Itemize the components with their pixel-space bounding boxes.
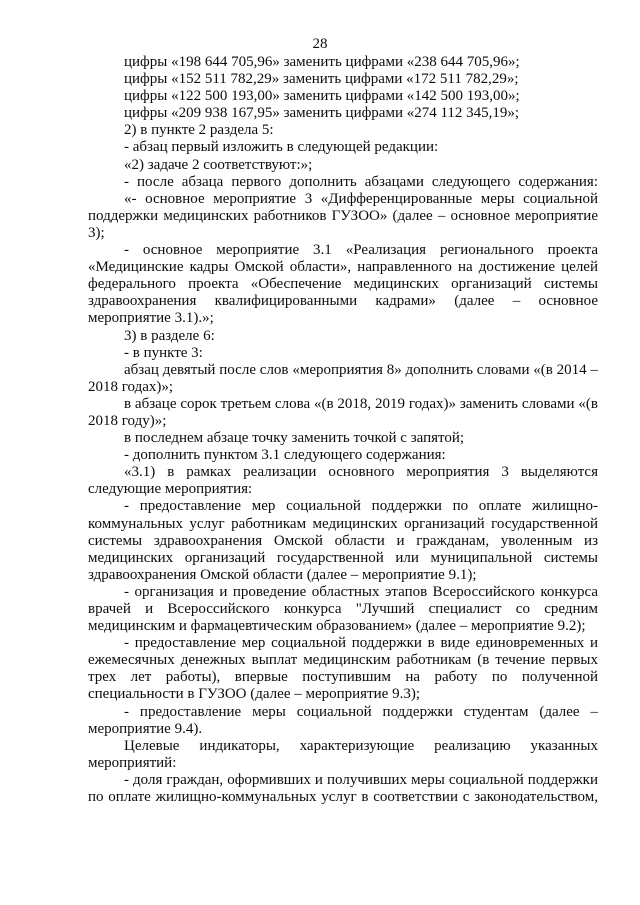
- paragraph: цифры «209 938 167,95» заменить цифрами «274 112 345,19»;: [124, 105, 520, 122]
- paragraph: цифры «152 511 782,29» заменить цифрами «172 511 782,29»;: [124, 71, 519, 88]
- paragraph: 3) в разделе 6:: [124, 327, 215, 344]
- paragraph: - доля граждан, оформивших и получивших меры социальной поддержки по оплате жилищно-коммунальных услуг в соответствии с законодательством,: [88, 771, 598, 806]
- paragraph: - предоставление меры социальной поддержки студентам (далее – мероприятие 9.4).: [88, 703, 598, 737]
- paragraph: - предоставление мер социальной поддержки в виде единовременных и ежемесячных денежных выплат медицинским работникам (в течение первых трех лет работы), впервые поступившим на работу по полученной специальности в ГУЗОО (далее – мероприятие 9.3);: [88, 635, 598, 703]
- paragraph: «3.1) в рамках реализации основного мероприятия 3 выделяются следующие мероприятия:: [88, 464, 598, 498]
- body-text: [88, 54, 598, 806]
- paragraph: цифры «198 644 705,96» заменить цифрами «238 644 705,96»;: [124, 54, 520, 70]
- page-number: 28: [312, 36, 328, 52]
- paragraph: - в пункте 3:: [124, 344, 203, 361]
- paragraph: «- основное мероприятие 3 «Дифференцированные меры социальной поддержки медицинских работников ГУЗОО» (далее – основное мероприятие 3);: [88, 190, 598, 241]
- paragraph: Целевые индикаторы, характеризующие реализацию указанных мероприятий:: [88, 737, 598, 771]
- paragraph: - после абзаца первого дополнить абзацами следующего содержания:: [124, 173, 598, 190]
- paragraph: в последнем абзаце точку заменить точкой с запятой;: [124, 430, 465, 447]
- paragraph: цифры «122 500 193,00» заменить цифрами «142 500 193,00»;: [124, 88, 520, 105]
- paragraph: - дополнить пунктом 3.1 следующего содержания:: [124, 447, 446, 464]
- paragraph: «2) задаче 2 соответствуют:»;: [124, 156, 313, 173]
- paragraph: - абзац первый изложить в следующей редакции:: [124, 139, 439, 156]
- paragraph: абзац девятый после слов «мероприятия 8» дополнить словами «(в 2014 – 2018 годах)»;: [88, 361, 598, 395]
- paragraph: в абзаце сорок третьем слова «(в 2018, 2019 годах)» заменить словами «(в 2018 году)»;: [88, 395, 598, 429]
- paragraph: - предоставление мер социальной поддержки по оплате жилищно-коммунальных услуг работникам медицинских организаций государственной системы здравоохранения Омской области и гражданам, уволенным из медицинских организаций государственной или муниципальной системы здравоохранения Омской области (далее – мероприятие 9.1);: [88, 498, 598, 583]
- paragraph: - организация и проведение областных этапов Всероссийского конкурса врачей и Всероссийского конкурса "Лучший специалист со средним медицинским и фармацевтическим образованием» (далее – мероприятие 9.2);: [88, 583, 598, 635]
- paragraph: 2) в пункте 2 раздела 5:: [124, 122, 274, 139]
- paragraph: - основное мероприятие 3.1 «Реализация регионального проекта «Медицинские кадры Омской области», направленного на достижение целей федерального проекта «Обеспечение медицинских организаций системы здравоохранения квалифицированными кадрами» (далее – основное мероприятие 3.1).»;: [88, 242, 598, 327]
